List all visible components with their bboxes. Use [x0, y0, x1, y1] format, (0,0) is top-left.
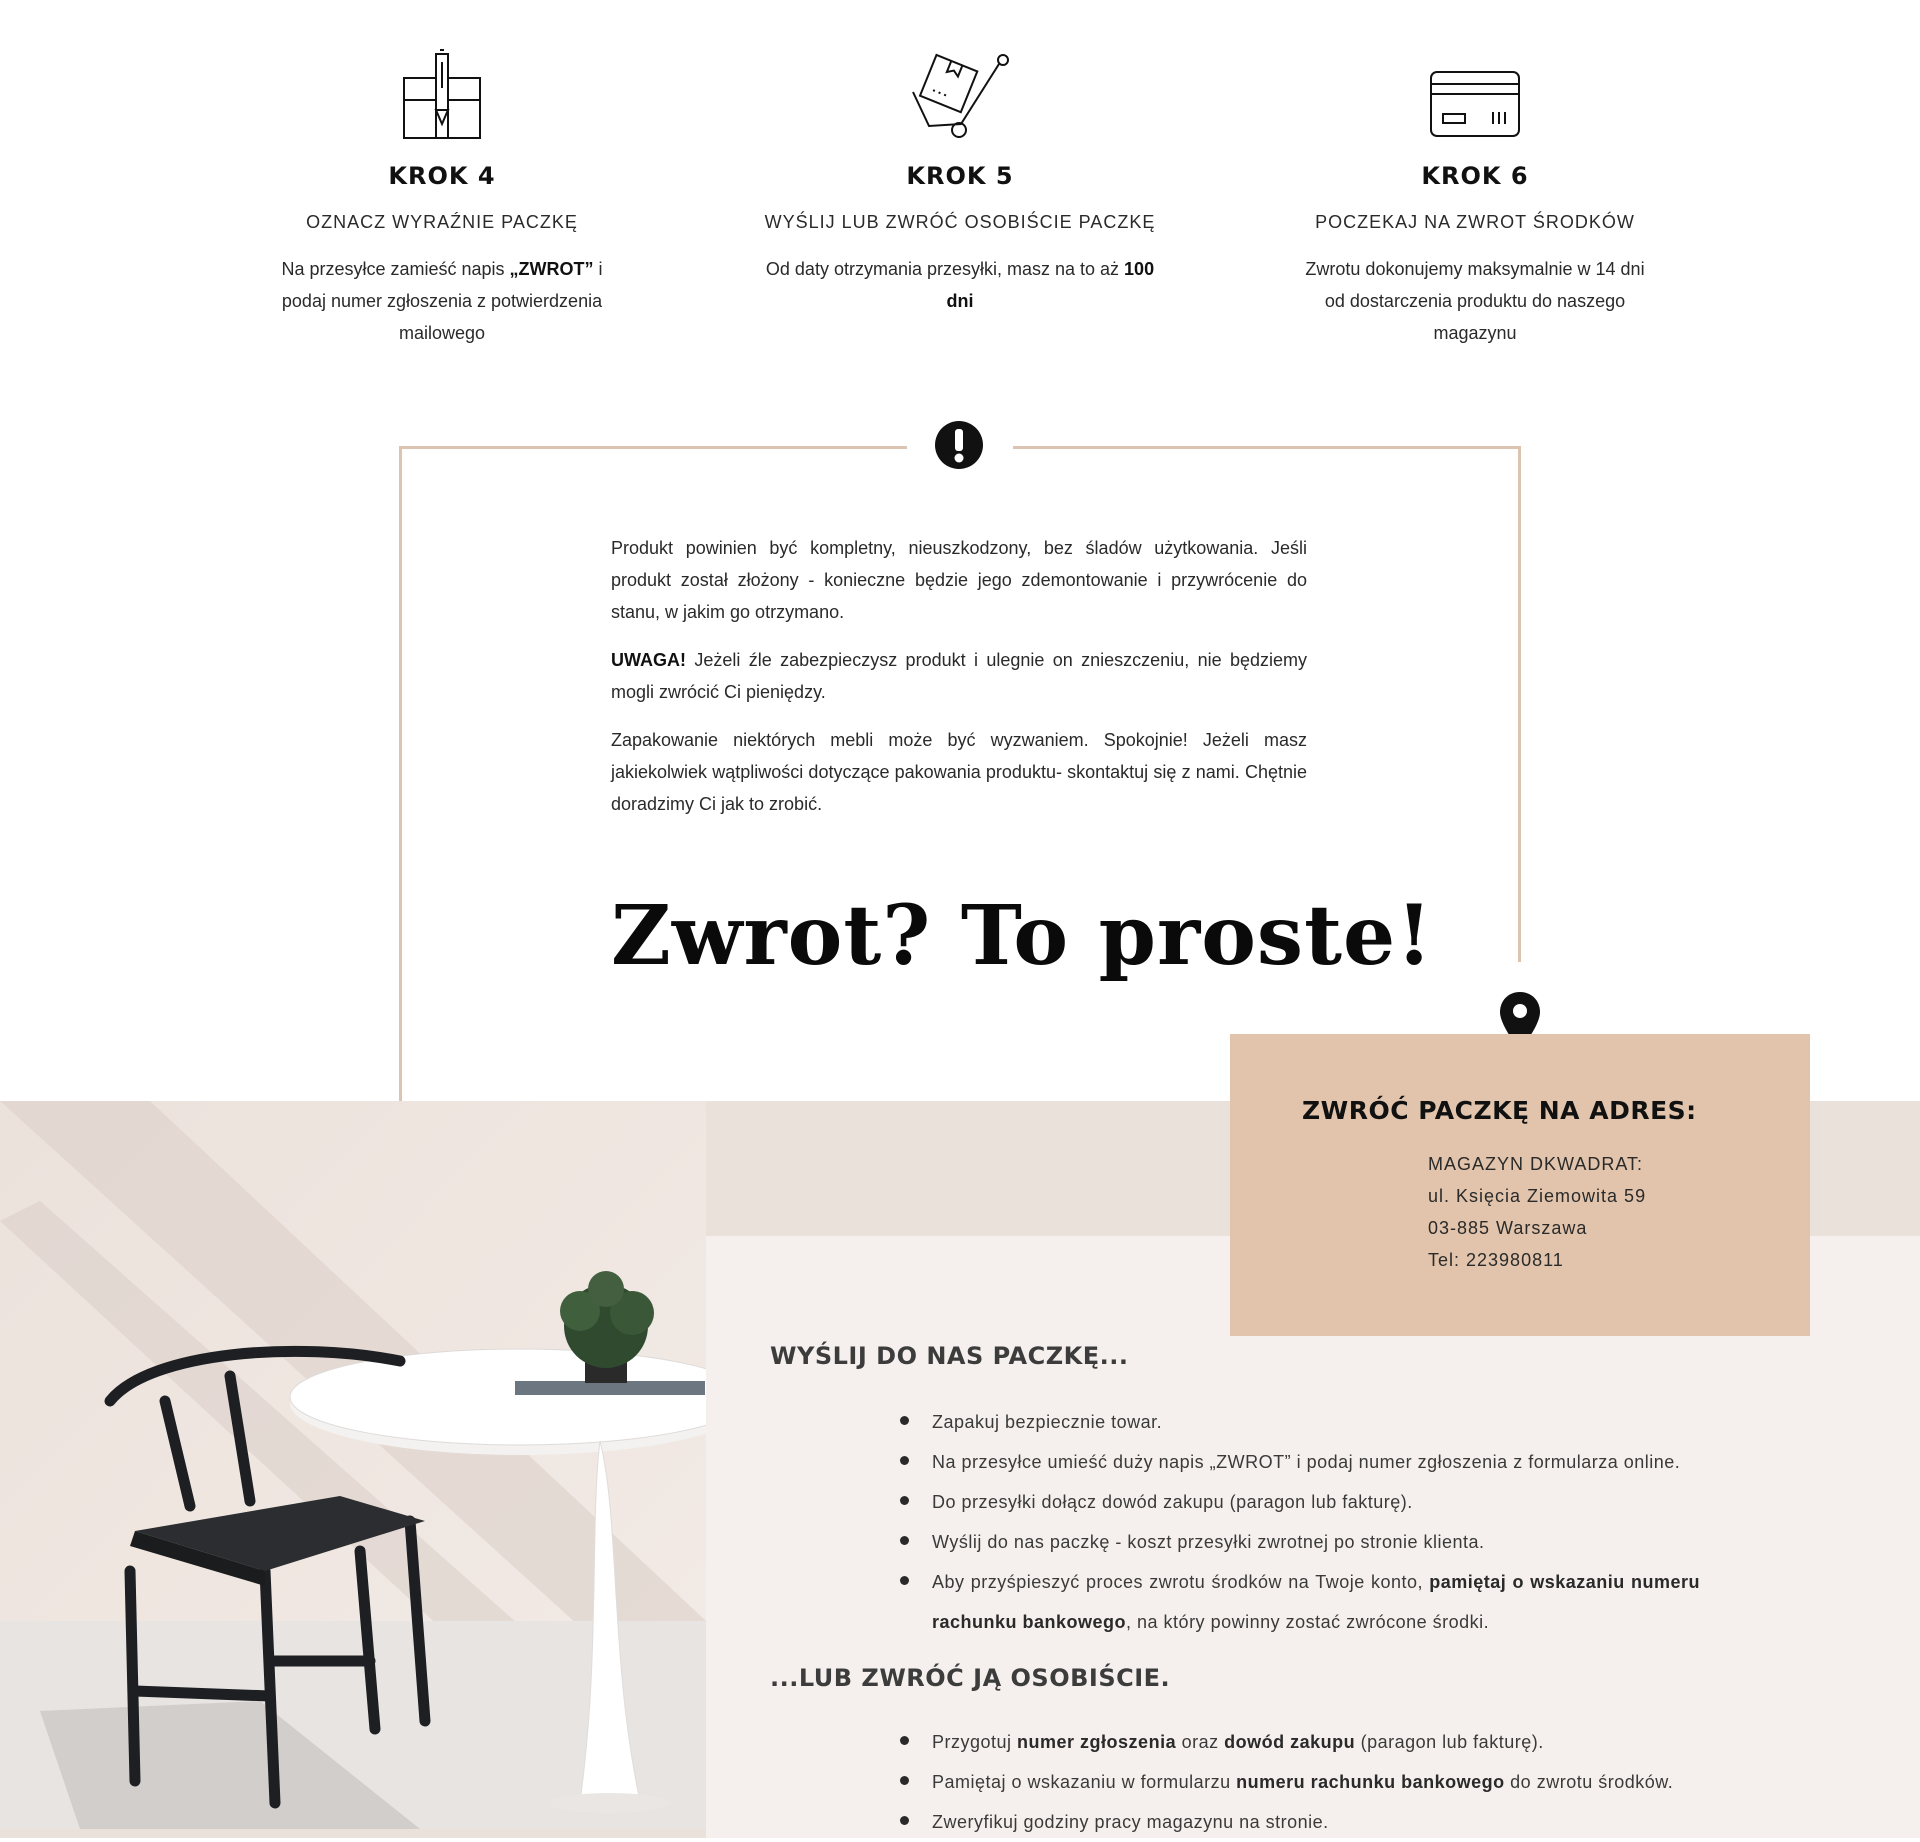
step-5-description: Od daty otrzymania przesyłki, masz na to aż 100 dni	[765, 259, 1155, 311]
address-lines	[1428, 1148, 1646, 1276]
send-section-title: WYŚLIJ DO NAS PACZKĘ...	[770, 1342, 1129, 1370]
address-phone: Tel: 223980811	[1428, 1250, 1564, 1270]
list-item: Pamiętaj o wskazaniu w formularzu numeru rachunku bankowego do zwrotu środków.	[900, 1762, 1740, 1802]
address-line-1: MAGAZYN DKWADRAT:	[1428, 1154, 1644, 1174]
exclamation-icon	[934, 420, 984, 470]
frame-left	[399, 446, 402, 1101]
send-list	[900, 1402, 1700, 1642]
step-5-title: KROK 5	[906, 162, 1014, 190]
address-line-3: 03-885 Warszawa	[1428, 1218, 1588, 1238]
address-title: ZWRÓĆ PACZKĘ NA ADRES:	[1302, 1096, 1697, 1125]
credit-card-icon	[1425, 48, 1525, 140]
notice-paragraph-1: Produkt powinien być kompletny, nieuszkodzony, bez śladów użytkowania. Jeśli produkt został złożony - konieczne będzie jego zdemontowanie i przywrócenie do stanu, w jakim go otrzymano.	[611, 538, 1307, 622]
step-5	[750, 48, 1170, 317]
personal-list	[900, 1722, 1740, 1842]
address-line-2: ul. Księcia Ziemowita 59	[1428, 1186, 1647, 1206]
notice-paragraph-2: UWAGA! Jeżeli źle zabezpieczysz produkt i ulegnie on znieszczeniu, nie będziemy mogli zwrócić Ci pieniędzy.	[611, 650, 1307, 702]
frame-top-right	[1013, 446, 1521, 449]
hand-truck-icon	[905, 48, 1015, 140]
list-item: Wyślij do nas paczkę - koszt przesyłki zwrotnej po stronie klienta.	[900, 1522, 1700, 1562]
box-pen-icon	[392, 48, 492, 140]
step-4-subtitle: OZNACZ WYRAŹNIE PACZKĘ	[306, 212, 578, 232]
list-item: Aby przyśpieszyć proces zwrotu środków na Twoje konto, pamiętaj o wskazaniu numeru rachunku bankowego, na który powinny zostać zwrócone środki.	[900, 1562, 1700, 1642]
step-5-subtitle: WYŚLIJ LUB ZWRÓĆ OSOBIŚCIE PACZKĘ	[764, 212, 1156, 232]
step-4-description: Na przesyłce zamieść napis „ZWROT” i podaj numer zgłoszenia z potwierdzenia mailowego	[281, 259, 603, 343]
address-card	[1230, 1034, 1810, 1336]
list-item: Na przesyłce umieść duży napis „ZWROT” i podaj numer zgłoszenia z formularza online.	[900, 1442, 1700, 1482]
list-item: Zweryfikuj godziny pracy magazynu na stronie.	[900, 1802, 1740, 1842]
page-headline: Zwrot? To proste!	[611, 888, 1434, 984]
list-item: Do przesyłki dołącz dowód zakupu (paragon lub fakturę).	[900, 1482, 1700, 1522]
step-4	[232, 48, 652, 349]
list-item: Przygotuj numer zgłoszenia oraz dowód zakupu (paragon lub fakturę).	[900, 1722, 1740, 1762]
step-6-description: Zwrotu dokonujemy maksymalnie w 14 dni od dostarczenia produktu do naszego magazynu	[1305, 259, 1645, 343]
personal-section-title: ...LUB ZWRÓĆ JĄ OSOBIŚCIE.	[770, 1664, 1171, 1692]
step-6-subtitle: POCZEKAJ NA ZWROT ŚRODKÓW	[1315, 212, 1635, 232]
notice-paragraph-3: Zapakowanie niektórych mebli może być wyzwaniem. Spokojnie! Jeżeli masz jakiekolwiek wątpliwości dotyczące pakowania produktu- skontaktuj się z nami. Chętnie doradzimy Ci jak to zrobić.	[611, 730, 1307, 814]
frame-right	[1518, 446, 1521, 962]
chair-table-photo	[0, 1101, 706, 1829]
list-item: Zapakuj bezpiecznie towar.	[900, 1402, 1700, 1442]
step-4-title: KROK 4	[388, 162, 496, 190]
step-6-title: KROK 6	[1421, 162, 1529, 190]
notice-text	[611, 532, 1307, 836]
chair-table-illustration	[0, 1101, 706, 1829]
frame-top-left	[399, 446, 907, 449]
step-6	[1265, 48, 1685, 349]
